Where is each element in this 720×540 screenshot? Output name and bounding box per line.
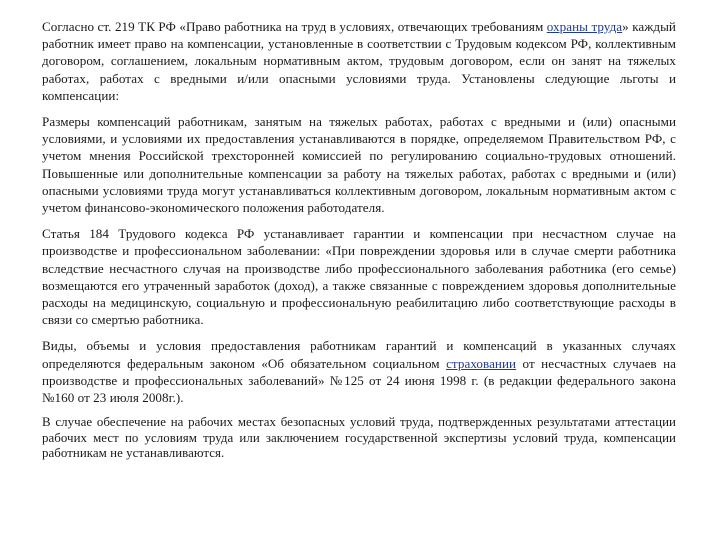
text-segment: В случае обеспечение на рабочих местах безопасных условий труда, подтвержденных результатами аттестации рабочих мест по условиям труда или заключением государственной экспертизы условий труда, компенсации работникам не устанавливаются. <box>42 415 676 461</box>
link-strakhovanii[interactable]: страховании <box>446 355 517 371</box>
text-segment: Размеры компенсаций работникам, занятым на тяжелых работах, работах с вредными и (или) опасными условиями, и условиями их предоставления устанавливаются в порядке, определяемом Правительством РФ, с учетом мнения Российской трехсторонней комиссией по регулированию социально-трудовых отношений. Повышенные или дополнительные компенсации за работу на тяжелых работах, работах с вредными и (или) опасными условиями труда могут устанавливаться коллективным договором, локальным нормативным актом с учетом финансово-экономического положения работодателя. <box>42 114 676 216</box>
link-okhrana-truda[interactable]: охраны труда <box>546 19 623 34</box>
text-segment: Согласно ст. 219 ТК РФ «Право работника на труд в условиях, отвечающих требованиям <box>42 19 547 34</box>
paragraph-1 <box>42 18 676 104</box>
paragraph-3 <box>42 225 676 328</box>
paragraph-5 <box>42 415 676 462</box>
paragraph-2 <box>42 113 676 216</box>
paragraph-4 <box>42 337 676 406</box>
text-segment: Виды, объемы и условия предоставления работникам гарантий и компенсаций в указанных случаях определяются федеральным законом «Об обязательном социальном <box>42 338 676 371</box>
text-segment: Статья 184 Трудового кодекса РФ устанавливает гарантии и компенсации при несчастном случае на производстве и профессиональном заболевании: «При повреждении здоровья или в случае смерти работника вследствие несчастного случая на производстве либо профессионального заболевания работника (его семье) возмещаются его утраченный заработок (доход), а также связанные с повреждением здоровья дополнительные расходы на медицинскую, социальную и профессиональную реабилитацию либо соответствующие расходы в связи со смертью работника. <box>42 226 676 328</box>
text-segment: » каждый работник имеет право на компенсации, установленные в соответствии с Трудовым кодексом РФ, коллективным договором, соглашением, локальным нормативным актом, трудовым договором, если он занят на тяжелых работах, работах с вредными и/или опасными условиями труда. Установлены следующие льготы и компенсации: <box>42 19 676 103</box>
text-segment: от несчастных случаев на производстве и профессиональных заболеваний» №125 от 24 июня 1998 г. (в редакции федерального закона №160 от 23 июля 2008г.). <box>42 355 676 406</box>
